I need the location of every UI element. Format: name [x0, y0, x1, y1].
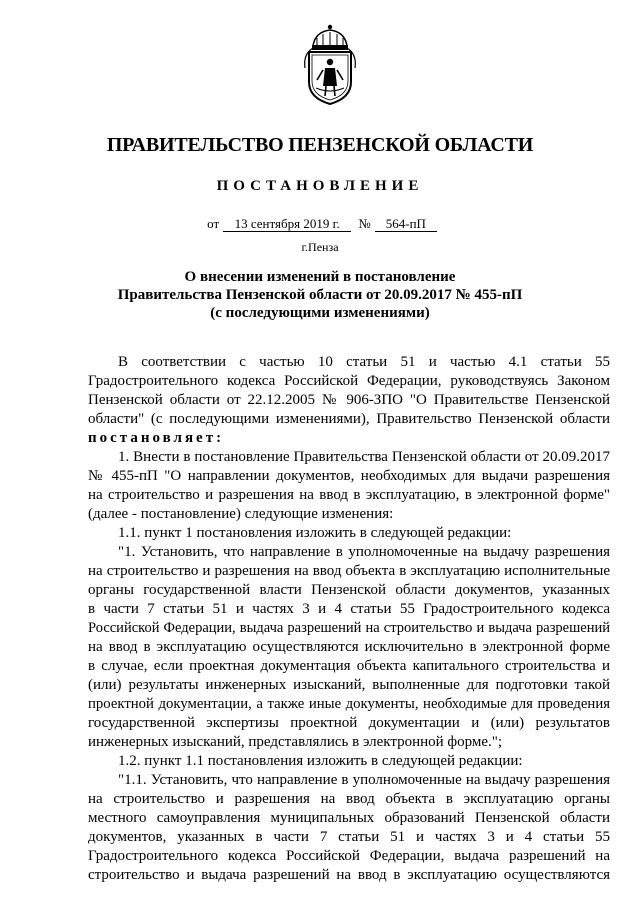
body-line: 1. Внести в постановление Правительства Пензенской области от 20.09.2017	[118, 449, 610, 465]
date-prefix: от	[207, 216, 220, 231]
city: г.Пенза	[301, 240, 339, 254]
body-line: строительство и выдача разрешений на ввод в эксплуатацию осуществляются	[88, 867, 610, 883]
body-line: Градостроительного кодекса Российской Федерации, руководствуясь Законом	[88, 373, 610, 389]
body-line: на строительство и разрешения на ввод объекта в эксплуатацию органы	[88, 791, 610, 807]
subject-line: (с последующими изменениями)	[210, 305, 430, 321]
body-line: Пензенской области от 22.12.2005 № 906-ЗПО "О Правительстве Пензенской	[88, 392, 610, 408]
body-line: области" (с последующими изменениями), Правительство Пензенской области	[88, 411, 610, 427]
document-subject	[0, 268, 640, 322]
body-line: проектной документации, а также иные документы, необходимые для проведения	[88, 696, 610, 712]
body-line: Российской Федерации, выдача разрешений на строительство и выдача разрешений	[88, 620, 610, 636]
government-title: ПРАВИТЕЛЬСТВО ПЕНЗЕНСКОЙ ОБЛАСТИ	[106, 134, 534, 156]
body-line: № 455-пП "О направлении документов, необходимых для выдачи разрешения	[88, 468, 610, 484]
body-line-resolves: постановляет:	[88, 430, 225, 446]
body-line: "1. Установить, что направление в уполномоченные на выдачу разрешения	[118, 544, 610, 560]
body-line: государственной экспертизы проектной документации и (или) результатов	[88, 715, 610, 731]
body-line: В соответствии с частью 10 статьи 51 и частью 4.1 статьи 55	[118, 354, 610, 370]
body-line: (или) результаты инженерных изысканий, выполненные для подготовки такой	[88, 677, 610, 693]
body-line: 1.2. пункт 1.1 постановления изложить в следующей редакции:	[118, 753, 523, 769]
document-body	[88, 353, 610, 885]
body-line: документов, указанных в части 7 статьи 51 и частях 3 и 4 статьи 55	[88, 829, 610, 845]
document-date: 13 сентября 2019 г.	[223, 217, 351, 232]
date-number-line	[0, 216, 640, 232]
body-line: на ввод в эксплуатацию осуществляются исключительно в электронной форме	[88, 639, 610, 655]
subject-line: Правительства Пензенской области от 20.09.2017 № 455-пП	[117, 287, 523, 303]
body-line: органы государственной власти Пензенской области документов, указанных	[88, 582, 610, 598]
body-line: (далее - постановление) следующие изменения:	[88, 506, 394, 522]
body-line: на строительство и разрешения на ввод в эксплуатацию, в электронной форме"	[88, 487, 610, 503]
body-line: в части 7 статьи 51 и частях 3 и 4 статьи 55 Градостроительного кодекса	[88, 601, 610, 617]
document-number: 564-пП	[375, 217, 437, 232]
body-line: на строительство и разрешения на ввод объекта в эксплуатацию исполнительные	[88, 563, 610, 579]
body-line: инженерных изысканий, представлялись в электронной форме.";	[88, 734, 503, 750]
number-prefix: №	[358, 216, 371, 231]
body-line: в случае, если проектная документация объекта капитального строительства и	[88, 658, 610, 674]
body-line: местного самоуправления муниципальных образований Пензенской области	[88, 810, 610, 826]
coat-of-arms-icon	[299, 24, 361, 106]
body-line: "1.1. Установить, что направление в уполномоченные на выдачу разрешения	[118, 772, 610, 788]
body-line: Градостроительного кодекса Российской Федерации, выдача разрешений на	[88, 848, 610, 864]
body-line: 1.1. пункт 1 постановления изложить в следующей редакции:	[118, 525, 512, 541]
document-type: ПОСТАНОВЛЕНИЕ	[216, 178, 424, 194]
subject-line: О внесении изменений в постановление	[184, 269, 456, 285]
